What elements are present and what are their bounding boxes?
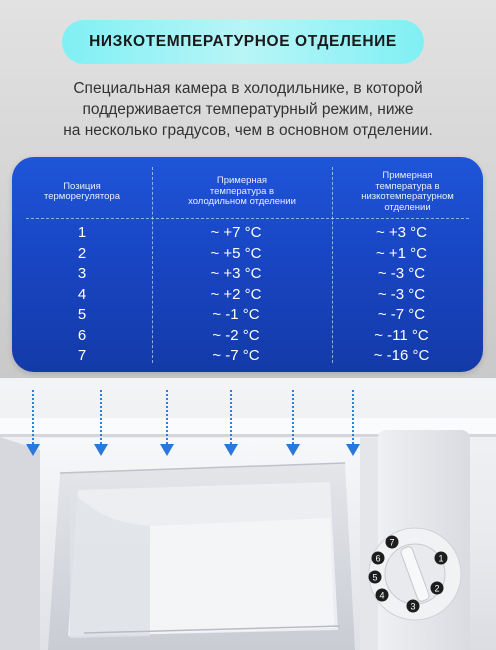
header-thermostat-position: Позиция терморегулятора	[44, 180, 120, 202]
dial-marker	[431, 582, 444, 595]
header-fridge-temperature: Примерная температура в холодильном отделении	[188, 175, 296, 208]
thermostat-dial	[369, 528, 462, 620]
table-row: 7 ~ -7 °C ~ -16 °C	[77, 347, 430, 364]
table-row: 3 ~ +3 °C ~ -3 °C	[77, 265, 426, 282]
section-title-pill	[62, 20, 424, 64]
svg-text:5: 5	[372, 572, 378, 583]
svg-text:7: 7	[389, 537, 395, 548]
description	[0, 78, 496, 141]
description-line-3: на несколько градусов, чем в основном отделении.	[63, 122, 433, 139]
header-divider	[26, 218, 469, 219]
freezer-compartment-photo	[0, 378, 496, 650]
cold-air-arrow-icon	[224, 390, 238, 460]
svg-text:6: 6	[375, 553, 381, 564]
dial-marker	[372, 552, 385, 565]
cold-air-arrow-icon	[286, 390, 300, 460]
table-row: 2 ~ +5 °C ~ +1 °C	[77, 244, 428, 262]
dial-marker	[435, 552, 448, 565]
dial-marker	[369, 571, 382, 584]
svg-text:2: 2	[434, 583, 440, 594]
table-row: 4 ~ +2 °C ~ -3 °C	[77, 285, 426, 303]
svg-text:1: 1	[438, 553, 444, 564]
table-body	[12, 223, 483, 367]
svg-text:3: 3	[410, 601, 416, 612]
dial-marker	[407, 600, 420, 613]
table-row: 5 ~ -1 °C ~ -7 °C	[77, 306, 426, 323]
svg-text:4: 4	[379, 590, 385, 601]
freezer-illustration	[0, 378, 496, 650]
temperature-table	[12, 157, 483, 372]
section-title: НИЗКОТЕМПЕРАТУРНОЕ ОТДЕЛЕНИЕ	[89, 33, 397, 50]
dial-marker	[386, 536, 399, 549]
dial-marker	[376, 589, 389, 602]
description-line-2: поддерживается температурный режим, ниже	[82, 101, 414, 118]
cold-air-arrow-icon	[346, 390, 360, 460]
table-row: 1 ~ +7 °C ~ +3 °C	[77, 224, 428, 241]
cold-air-arrow-icon	[94, 390, 108, 460]
cold-air-arrow-icon	[160, 390, 174, 460]
header-freezer-temperature: Примерная температура в низкотемпературном отделении	[361, 170, 454, 213]
description-line-1: Специальная камера в холодильнике, в которой	[73, 80, 423, 97]
cold-air-arrow-icon	[26, 390, 40, 460]
table-row: 6 ~ -2 °C ~ -11 °C	[77, 326, 429, 344]
